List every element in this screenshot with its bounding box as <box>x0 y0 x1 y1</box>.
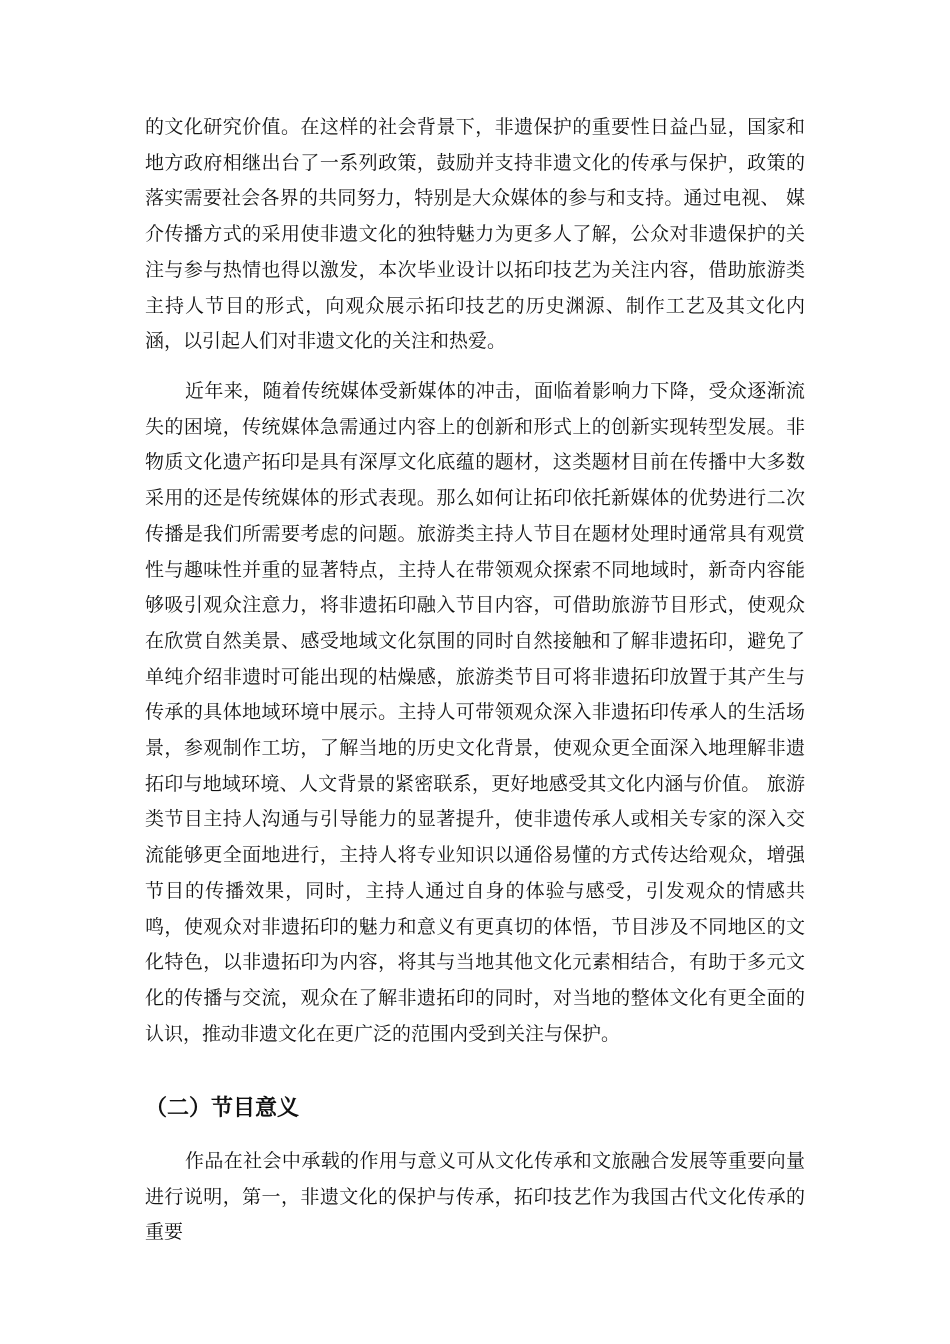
paragraph-significance: 作品在社会中承载的作用与意义可从文化传承和文旅融合发展等重要向量进行说明，第一，非遗文化的保护与传承，拓印技艺作为我国古代文化传承的重要 <box>145 1150 805 1244</box>
section-heading: （二）节目意义 <box>145 1096 300 1121</box>
paragraph-intro-continuation: 的文化研究价值。在这样的社会背景下，非遗保护的重要性日益凸显，国家和地方政府相继出台了一系列政策，鼓励并支持非遗文化的传承与保护，政策的落实需要社会各界的共同努力，特别是大众媒体的参与和支持。通过电视、 媒介传播方式的采用使非遗文化的独特魅力为更多人了解，公众对非遗保护的关注与参与热情也得以激发，本次毕业设计以拓印技艺为关注内容，借助旅游类主持人节目的形式，向观众展示拓印技艺的历史渊源、制作工艺及其文化内涵，以引起人们对非遗文化的关注和热爱。 <box>145 116 805 353</box>
paragraph-background: 近年来，随着传统媒体受新媒体的冲击，面临着影响力下降，受众逐渐流失的困境，传统媒体急需通过内容上的创新和形式上的创新实现转型发展。非物质文化遗产拓印是具有深厚文化底蕴的题材，这类题材目前在传播中大多数采用的还是传统媒体的形式表现。那么如何让拓印依托新媒体的优势进行二次传播是我们所需要考虑的问题。旅游类主持人节目在题材处理时通常具有观赏性与趣味性并重的显著特点，主持人在带领观众探索不同地域时，新奇内容能够吸引观众注意力，将非遗拓印融入节目内容，可借助旅游节目形式，使观众在欣赏自然美景、感受地域文化氛围的同时自然接触和了解非遗拓印，避免了单纯介绍非遗时可能出现的枯燥感，旅游类节目可将非遗拓印放置于其产生与传承的具体地域环境中展示。主持人可带领观众深入非遗拓印传承人的生活场景，参观制作工坊，了解当地的历史文化背景，使观众更全面深入地理解非遗拓印与地域环境、人文背景的紧密联系，更好地感受其文化内涵与价值。 旅游类节目主持人沟通与引导能力的显著提升，使非遗传承人或相关专家的深入交流能够更全面地进行，主持人将专业知识以通俗易懂的方式传达给观众，增强节目的传播效果，同时，主持人通过自身的体验与感受，引发观众的情感共鸣，使观众对非遗拓印的魅力和意义有更真切的体悟，节目涉及不同地区的文化特色，以非遗拓印为内容，将其与当地其他文化元素相结合，有助于多元文化的传播与交流，观众在了解非遗拓印的同时，对当地的整体文化有更全面的认识，推动非遗文化在更广泛的范围内受到关注与保护。 <box>145 380 805 1045</box>
